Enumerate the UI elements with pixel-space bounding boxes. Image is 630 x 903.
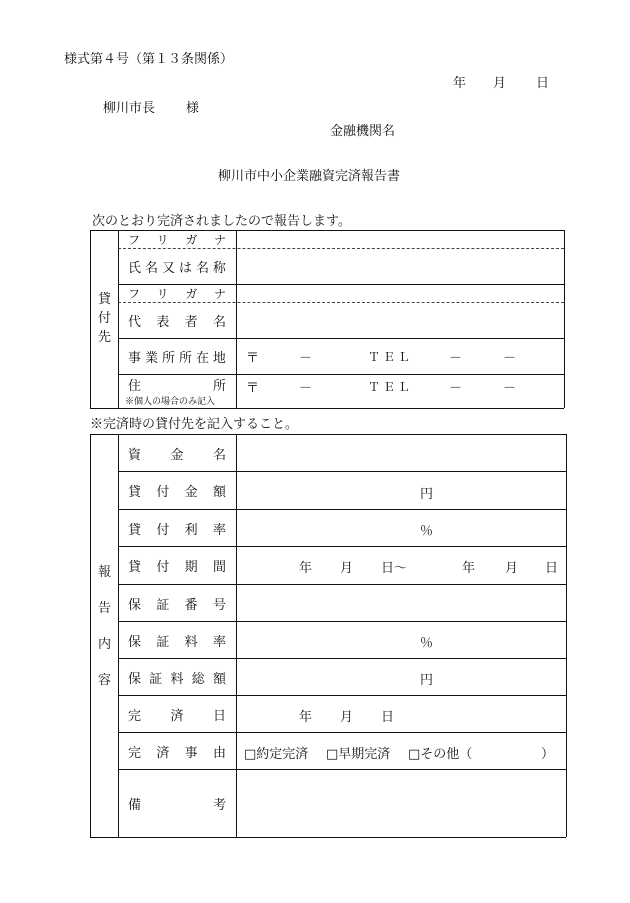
guarantee-number-label: 保 証 番 号 <box>128 597 226 613</box>
name-label: 氏 名 又 は 名 称 <box>128 261 226 276</box>
tel-dash-2: － <box>503 381 517 396</box>
early-completion-checkbox[interactable]: □早期完済 <box>326 747 391 762</box>
address-note: ※個人の場合のみ記入 <box>125 397 216 407</box>
date-month-label: 月 <box>493 76 507 91</box>
fund-name-field[interactable] <box>237 435 565 471</box>
close-paren: ） <box>541 747 555 762</box>
loan-amount-field[interactable] <box>237 472 565 509</box>
tel-dash-1: － <box>449 351 463 366</box>
loan-period-label: 貸 付 期 間 <box>128 560 226 575</box>
representative-label: 代 表 者 名 <box>128 315 226 330</box>
percent-unit: ％ <box>420 524 434 539</box>
tel-label: ＴＥＬ <box>368 350 414 364</box>
postal-mark: 〒 <box>246 381 260 396</box>
end-day-label: 日 <box>545 561 559 576</box>
tel-label: ＴＥＬ <box>368 380 414 394</box>
report-section-label: 報 告 内 容 <box>97 565 111 688</box>
tel-dash-1: － <box>449 381 463 396</box>
date-day-label: 日 <box>536 76 550 91</box>
furigana2-field[interactable] <box>237 285 563 302</box>
home-address-label: 住 所 <box>128 378 226 394</box>
office-address-label: 事 業 所 所 在 地 <box>128 351 226 366</box>
form-code: 様式第４号（第１３条関係） <box>64 52 234 67</box>
remarks-label: 備 考 <box>128 798 226 813</box>
start-day-label: 日～ <box>381 561 408 576</box>
representative-field[interactable] <box>237 303 563 338</box>
page-title: 柳川市中小企業融資完済報告書 <box>218 169 401 184</box>
postal-mark: 〒 <box>246 351 260 366</box>
intro-text: 次のとおり完済されましたので報告します。 <box>92 214 351 229</box>
institution-label: 金融機関名 <box>330 124 396 139</box>
furigana-field[interactable] <box>237 231 563 248</box>
percent-unit: ％ <box>420 636 434 651</box>
guarantee-total-field[interactable] <box>237 659 565 695</box>
remarks-field[interactable] <box>237 770 565 837</box>
loan-amount-label: 貸 付 金 額 <box>128 485 226 500</box>
completion-reason-field <box>237 733 565 769</box>
guarantee-rate-label: 保 証 料 率 <box>128 634 226 650</box>
start-month-label: 月 <box>340 561 354 576</box>
guarantee-number-field[interactable] <box>237 585 565 621</box>
start-year-label: 年 <box>299 561 313 576</box>
guarantee-rate-field[interactable] <box>237 622 565 658</box>
completion-day-label: 日 <box>381 710 395 725</box>
postal-dash: － <box>299 381 313 396</box>
yen-unit: 円 <box>420 487 434 502</box>
completion-date-label: 完 済 日 <box>128 708 226 724</box>
addressee-title: 様 <box>186 101 200 116</box>
completion-reason-label: 完 済 事 由 <box>128 745 226 761</box>
furigana2-label: フ リ ガ ナ <box>128 287 226 301</box>
loan-rate-label: 貸 付 利 率 <box>128 522 226 538</box>
borrower-note: ※完済時の貸付先を記入すること。 <box>90 417 299 432</box>
completion-date-field[interactable] <box>237 696 565 732</box>
name-field[interactable] <box>237 249 563 284</box>
date-year-label: 年 <box>453 76 467 91</box>
borrower-section-label: 貸 付 先 <box>97 292 111 345</box>
guarantee-total-label: 保 証 料 総 額 <box>128 671 226 687</box>
other-completion-checkbox[interactable]: □その他（ <box>408 747 473 762</box>
yen-unit: 円 <box>420 673 434 688</box>
end-month-label: 月 <box>505 561 519 576</box>
completion-month-label: 月 <box>340 710 354 725</box>
furigana-label: フ リ ガ ナ <box>128 233 226 247</box>
contract-completion-checkbox[interactable]: □約定完済 <box>244 747 309 762</box>
tel-dash-2: － <box>503 351 517 366</box>
loan-rate-field[interactable] <box>237 510 565 546</box>
loan-period-field[interactable] <box>237 547 565 584</box>
addressee-name: 柳川市長 <box>103 101 156 116</box>
completion-year-label: 年 <box>299 710 313 725</box>
postal-dash: － <box>299 351 313 366</box>
end-year-label: 年 <box>462 561 476 576</box>
fund-name-label: 資 金 名 <box>128 447 226 463</box>
